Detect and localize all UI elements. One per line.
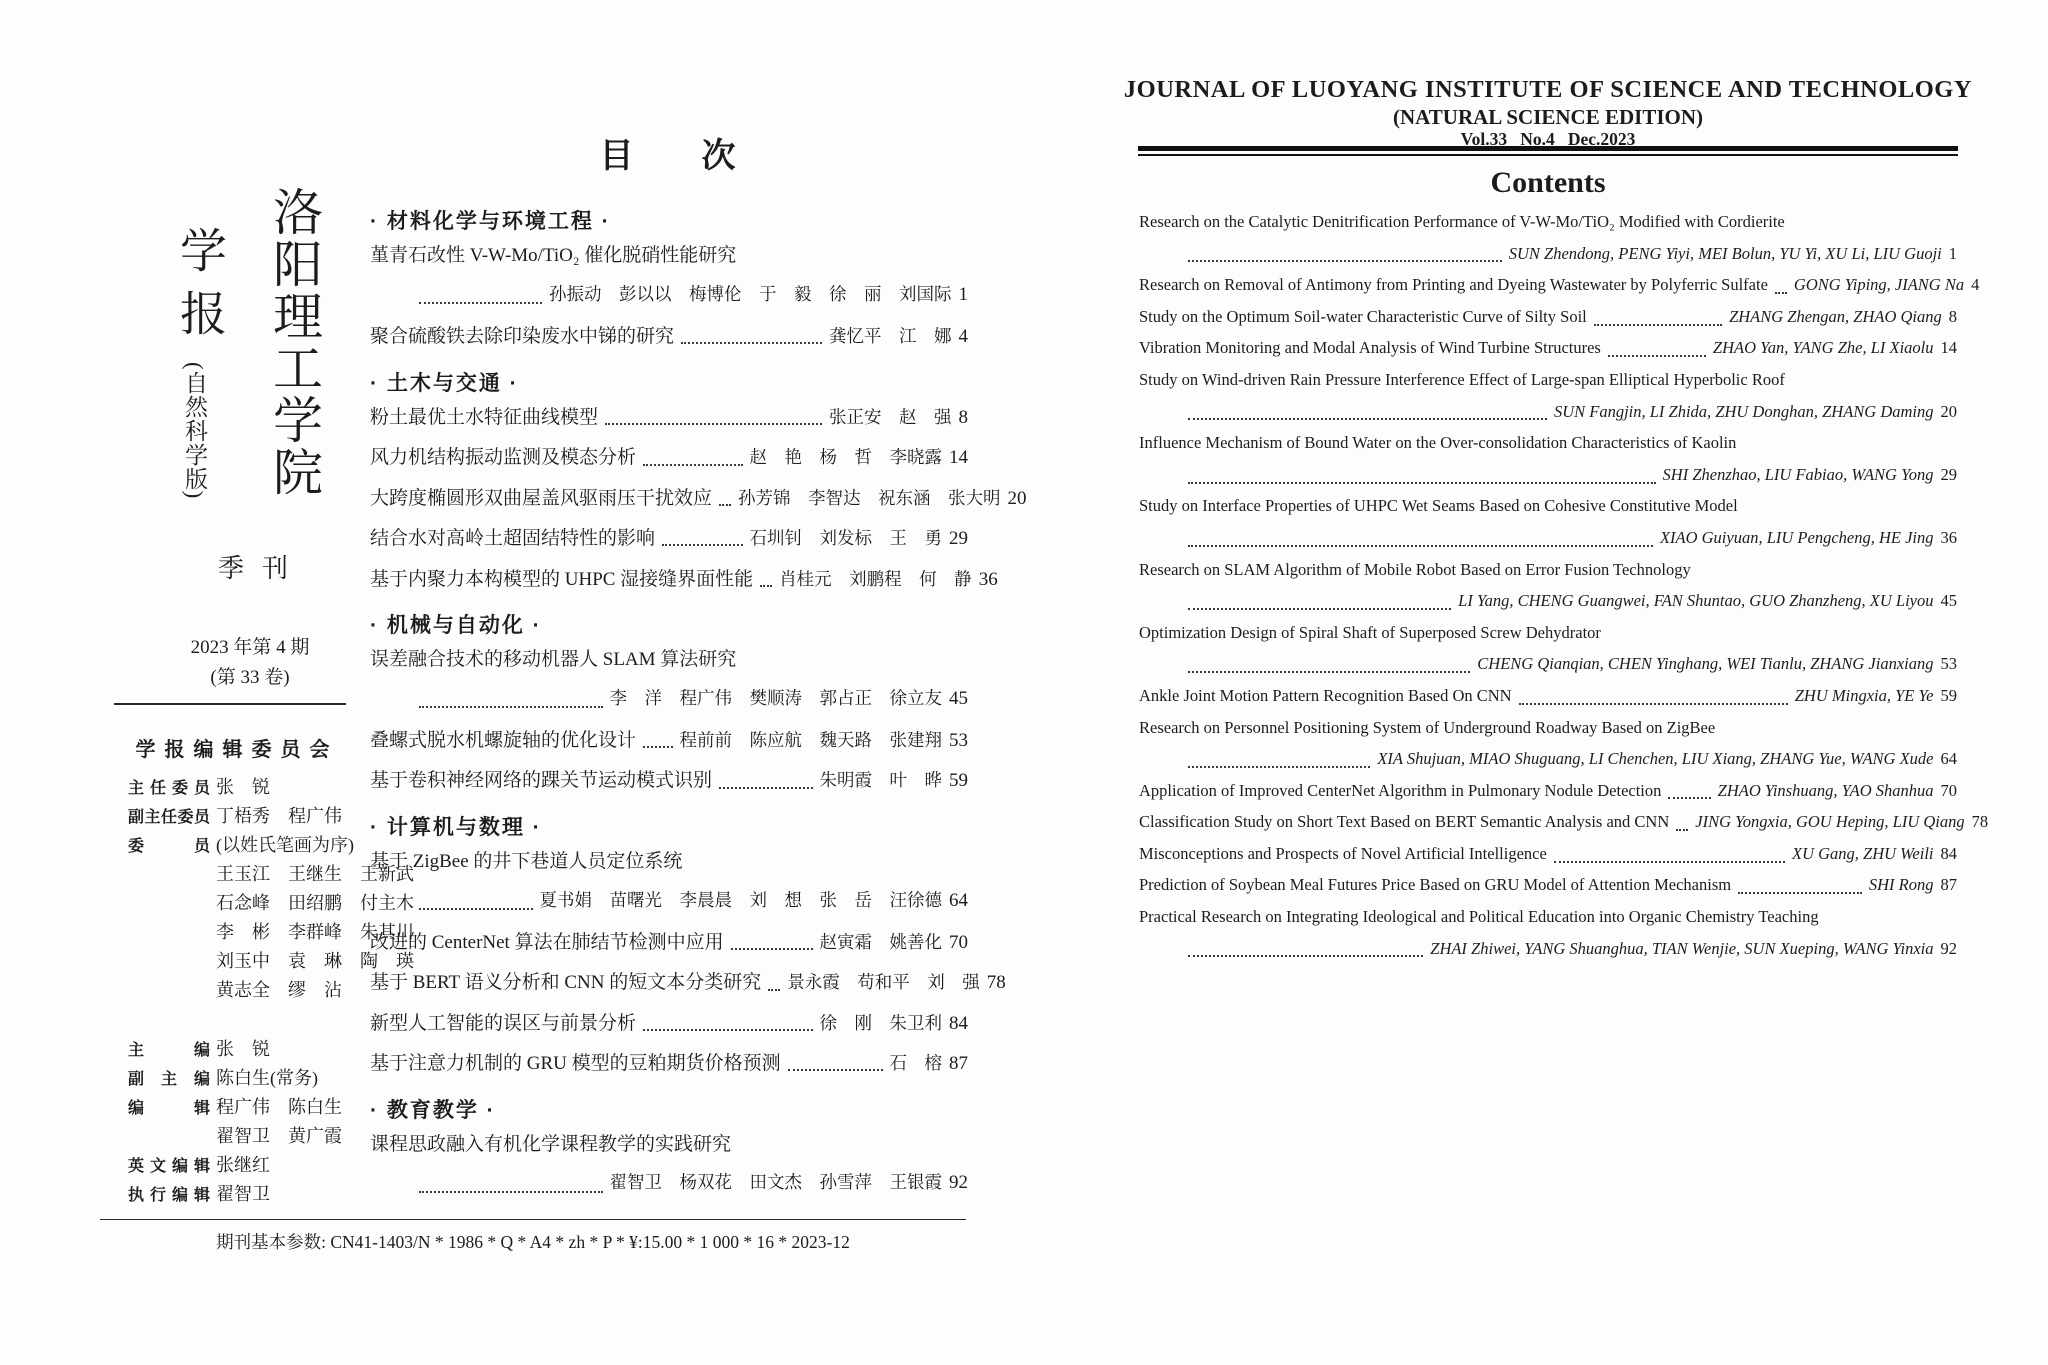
toc-entry-line (370, 1129, 968, 1169)
dot-leader (419, 908, 533, 910)
entry-page-number: 70 (949, 932, 968, 954)
board-member-names: 陈白生(常务) (216, 1068, 318, 1088)
toc-section-header (370, 1089, 968, 1129)
entry-title: 风力机结构振动监测及模态分析 (370, 447, 637, 469)
dot-leader (1668, 797, 1710, 799)
dot-leader (1188, 482, 1656, 484)
toc-entry-line (1139, 275, 1980, 307)
toc-entry-line (1139, 812, 1989, 844)
dot-leader (731, 948, 813, 950)
issue-year-number: 2023 年第 4 期 (190, 637, 310, 658)
entry-authors: 赵 艳 杨 哲 李晓露 (749, 447, 942, 468)
board-member-names: 翟智卫 黄广霞 (216, 1126, 342, 1146)
toc-entry-line (370, 846, 968, 886)
entry-page-number: 84 (949, 1012, 968, 1034)
board-member-names: (以姓氏笔画为序) (216, 835, 354, 855)
dot-leader (419, 706, 603, 708)
dot-leader (643, 464, 742, 466)
entry-page-number: 59 (949, 770, 968, 792)
entry-authors: 石 榕 (889, 1053, 942, 1074)
entry-title: Research on Removal of Antimony from Printing and Dyeing Wastewater by Polyferric Sulfate (1139, 275, 1768, 295)
toc-entry-line (1139, 654, 1957, 686)
dot-leader (1188, 671, 1470, 673)
editorial-board-heading: 学报编辑委员会 (135, 739, 339, 761)
toc-entry-line (1139, 623, 1957, 655)
entry-authors: 石圳钊 刘发标 王 勇 (749, 528, 942, 549)
entry-title: 新型人工智能的误区与前景分析 (370, 1012, 637, 1034)
entry-authors: LI Yang, CHENG Guangwei, FAN Shuntao, GUO Zhanzheng, XU Liyou (1458, 591, 1934, 611)
toc-entry-line (1139, 907, 1957, 939)
entry-authors: 程前前 陈应航 魏天路 张建翔 (679, 730, 942, 751)
entry-authors: 景永霞 苟和平 刘 强 (787, 972, 980, 993)
dot-leader (681, 342, 822, 344)
board-member-names: 翟智卫 (216, 1184, 270, 1204)
board-member-names: 王玉江 王继生 王新武 (216, 864, 414, 884)
toc-entry-line (370, 685, 968, 725)
entry-page-number: 78 (986, 972, 1006, 994)
dot-leader (719, 787, 812, 789)
dot-leader (1188, 545, 1653, 547)
entry-title: 基于注意力机制的 GRU 模型的豆粕期货价格预测 (370, 1053, 781, 1075)
board-member-names: 张继红 (216, 1155, 270, 1175)
toc-entry-line (370, 967, 1006, 1007)
entry-authors: GONG Yiping, JIANG Na (1793, 275, 1965, 295)
entry-page-number: 59 (1940, 685, 1957, 705)
entry-page-number: 20 (1007, 487, 1027, 509)
dot-leader (1519, 703, 1788, 705)
entry-page-number: 8 (958, 406, 968, 428)
entry-page-number: 20 (1940, 401, 1957, 421)
toc-entry-line (1139, 686, 1957, 718)
toc-entry-line (1139, 307, 1957, 339)
section-title: · 计算机与数理 · (370, 816, 542, 840)
entry-page-number: 29 (949, 528, 968, 550)
dot-leader (605, 423, 822, 425)
entry-page-number: 4 (1971, 275, 1980, 295)
board-member-names: 张 锐 (216, 1039, 270, 1059)
entry-page-number: 14 (949, 447, 968, 469)
issue-volume: (第 33 卷) (210, 667, 290, 688)
entry-authors: 肖桂元 刘鹏程 何 静 (779, 568, 972, 589)
entry-title: 结合水对高岭土超固结特性的影响 (370, 528, 656, 550)
dot-leader (1676, 829, 1688, 831)
dot-leader (1188, 418, 1547, 420)
entry-title: Misconceptions and Prospects of Novel Artificial Intelligence (1139, 843, 1547, 863)
toc-entry-line (370, 1008, 968, 1048)
entry-authors: 龚忆平 江 娜 (829, 326, 952, 347)
board-role-label: 英文编辑 (128, 1158, 210, 1175)
section-title: · 材料化学与环境工程 · (370, 210, 611, 234)
toc-entry-line (370, 321, 968, 361)
entry-page-number: 92 (949, 1172, 968, 1194)
entry-page-number: 53 (1940, 654, 1957, 674)
entry-title: Ankle Joint Motion Pattern Recognition Based On CNN (1139, 685, 1512, 705)
toc-entry-line (1139, 560, 1957, 592)
entry-title: 误差融合技术的移动机器人 SLAM 算法研究 (370, 649, 737, 671)
board-role-label: 主任委员 (128, 780, 210, 797)
entry-authors: XIAO Guiyuan, LIU Pengcheng, HE Jing (1659, 527, 1934, 547)
entry-title: 基于 BERT 语义分析和 CNN 的短文本分类研究 (370, 972, 762, 994)
toc-entry-line (1139, 212, 1957, 244)
entry-authors: 翟智卫 杨双花 田文杰 孙雪萍 王银霞 (609, 1172, 942, 1193)
toc-entry-line (370, 644, 968, 684)
entry-title: Optimization Design of Spiral Shaft of Superposed Screw Dehydrator (1139, 622, 1601, 642)
toc-entry-line (370, 442, 968, 482)
entry-title: 基于内聚力本构模型的 UHPC 湿接缝界面性能 (370, 568, 754, 590)
entry-page-number: 70 (1940, 780, 1957, 800)
toc-entry-line (1139, 465, 1957, 497)
section-title: · 土木与交通 · (370, 371, 519, 395)
entry-authors: ZHAO Yan, YANG Zhe, LI Xiaolu (1712, 338, 1934, 358)
section-title: · 教育教学 · (370, 1098, 496, 1122)
toc-entry-line (370, 927, 968, 967)
journal-title-english: JOURNAL OF LUOYANG INSTITUTE OF SCIENCE AND TECHNOLOGY (1123, 76, 1973, 103)
board-role-label: 主编 (128, 1042, 210, 1059)
toc-entry-line (1139, 591, 1957, 623)
board-member-names: 丁梧秀 程广伟 (216, 806, 342, 826)
dot-leader (643, 746, 672, 748)
entry-authors: 孙振动 彭以以 梅博伦 于 毅 徐 丽 刘国际 (549, 283, 952, 304)
dot-leader (760, 585, 772, 587)
dot-leader (719, 504, 731, 506)
entry-authors: 夏书娟 苗曙光 李晨晨 刘 想 张 岳 汪徐德 (539, 889, 942, 910)
volume-issue-date: Vol.33 No.4 Dec.2023 (1460, 129, 1636, 149)
board-role-label: 执行编辑 (128, 1187, 210, 1204)
board-member-names: 张 锐 (216, 777, 270, 797)
toc-entry-line (370, 402, 968, 442)
entry-title: 大跨度椭圆形双曲屋盖风驱雨压干扰效应 (370, 487, 713, 509)
entry-title: 课程思政融入有机化学课程教学的实践研究 (370, 1133, 732, 1155)
entry-page-number: 84 (1940, 843, 1957, 863)
entry-authors: SUN Fangjin, LI Zhida, ZHU Donghan, ZHANG Daming (1553, 401, 1934, 421)
entry-page-number: 53 (949, 730, 968, 752)
entry-page-number: 87 (949, 1053, 968, 1075)
entry-authors: 张正安 赵 强 (829, 406, 952, 427)
entry-title: Vibration Monitoring and Modal Analysis of Wind Turbine Structures (1139, 338, 1601, 358)
entry-page-number: 78 (1971, 812, 1989, 832)
toc-entry-line (1139, 844, 1957, 876)
entry-title: Influence Mechanism of Bound Water on the Over-consolidation Characteristics of Kaolin (1139, 433, 1737, 453)
toc-entry-line (370, 483, 1027, 523)
toc-entry-line (370, 765, 968, 805)
entry-title: Study on Wind-driven Rain Pressure Interference Effect of Large-span Elliptical Hyperbolic Roof (1139, 369, 1785, 389)
entry-page-number: 92 (1940, 938, 1957, 958)
toc-entry-line (1139, 370, 1957, 402)
entry-authors: ZHU Mingxia, YE Ye (1794, 685, 1934, 705)
dot-leader (419, 1191, 603, 1193)
entry-title: Prediction of Soybean Meal Futures Price Based on GRU Model of Attention Mechanism (1139, 875, 1732, 895)
entry-title: Classification Study on Short Text Based on BERT Semantic Analysis and CNN (1139, 812, 1670, 832)
dot-leader (662, 544, 742, 546)
entry-title: 粉土最优土水特征曲线模型 (370, 406, 599, 428)
entry-title: Study on the Optimum Soil-water Characteristic Curve of Silty Soil (1139, 306, 1587, 326)
dot-leader (1775, 292, 1787, 294)
toc-entry-line (1139, 875, 1957, 907)
journal-edition-english: (NATURAL SCIENCE EDITION) (1393, 105, 1703, 129)
toc-entry-line (370, 240, 968, 280)
entry-title: 聚合硫酸铁去除印染废水中锑的研究 (370, 326, 675, 348)
journal-parameters: 期刊基本参数: CN41-1403/N * 1986 * Q * A4 * zh * P * ¥:15.00 * 1 000 * 16 * 2023-12 (216, 1232, 850, 1252)
entry-page-number: 64 (1940, 749, 1957, 769)
toc-entry-line (1139, 939, 1957, 971)
dot-leader (768, 989, 780, 991)
entry-authors: SHI Zhenzhao, LIU Fabiao, WANG Yong (1662, 464, 1934, 484)
dot-leader (1188, 955, 1423, 957)
toc-english (1139, 212, 1989, 970)
toc-entry-line (1139, 718, 1957, 750)
entry-authors: SHI Rong (1868, 875, 1934, 895)
entry-authors: 徐 刚 朱卫利 (819, 1012, 942, 1033)
toc-entry-line (370, 281, 968, 321)
toc-entry-line (1139, 749, 1957, 781)
board-member-names: 石念峰 田绍鹏 付主木 (216, 893, 414, 913)
entry-title: Study on Interface Properties of UHPC Wet Seams Based on Cohesive Constitutive Model (1139, 496, 1738, 516)
entry-title: 叠螺式脱水机螺旋轴的优化设计 (370, 730, 637, 752)
entry-page-number: 45 (1940, 591, 1957, 611)
dot-leader (1188, 766, 1370, 768)
dot-leader (1608, 355, 1706, 357)
entry-page-number: 8 (1948, 306, 1957, 326)
entry-title: 基于卷积神经网络的踝关节运动模式识别 (370, 770, 713, 792)
toc-section-header (370, 604, 968, 644)
board-member-names: 黄志全 缪 沾 (216, 980, 342, 1000)
entry-page-number: 1 (1948, 243, 1957, 263)
dot-leader (1594, 324, 1722, 326)
journal-title-vertical: 洛阳理工学院 (266, 186, 322, 498)
entry-title: Application of Improved CenterNet Algorithm in Pulmonary Nodule Detection (1139, 780, 1662, 800)
board-member-names: 程广伟 陈白生 (216, 1097, 342, 1117)
entry-page-number: 1 (958, 283, 968, 305)
toc-chinese (370, 200, 1027, 1210)
dot-leader (1188, 260, 1502, 262)
dot-leader (788, 1069, 883, 1071)
toc-entry-line (370, 887, 968, 927)
dot-leader (643, 1029, 812, 1031)
journal-edition-vertical: (自然科学版) (182, 362, 207, 500)
toc-entry-line (1139, 338, 1957, 370)
entry-authors: XIA Shujuan, MIAO Shuguang, LI Chenchen, LIU Xiang, ZHANG Yue, WANG Xude (1377, 749, 1934, 769)
entry-page-number: 29 (1940, 464, 1957, 484)
entry-page-number: 64 (949, 889, 968, 911)
dot-leader (1738, 892, 1862, 894)
entry-authors: 朱明霞 叶 晔 (819, 770, 942, 791)
entry-page-number: 4 (958, 326, 968, 348)
entry-authors: CHENG Qianqian, CHEN Yinghang, WEI Tianlu, ZHANG Jianxiang (1477, 654, 1934, 674)
toc-entry-line (1139, 781, 1957, 813)
toc-heading-chinese: 目 次 (599, 138, 736, 175)
toc-entry-line (370, 725, 968, 765)
entry-authors: SUN Zhendong, PENG Yiyi, MEI Bolun, YU Yi, XU Li, LIU Guoji (1508, 243, 1942, 263)
toc-entry-line (370, 1169, 968, 1209)
entry-title: Research on SLAM Algorithm of Mobile Robot Based on Error Fusion Technology (1139, 559, 1691, 579)
toc-section-header (370, 200, 968, 240)
entry-page-number: 45 (949, 687, 968, 709)
entry-page-number: 36 (978, 568, 998, 590)
toc-section-header (370, 806, 968, 846)
section-title: · 机械与自动化 · (370, 614, 542, 638)
entry-authors: JING Yongxia, GOU Heping, LIU Qiang (1695, 812, 1965, 832)
entry-authors: 孙芳锦 李智达 祝东涵 张大明 (738, 487, 1001, 508)
board-member-names: 李 彬 李群峰 朱其川 (216, 922, 414, 942)
header-rule-thin (1138, 154, 1958, 156)
masthead-divider (114, 703, 346, 705)
toc-entry-line (1139, 433, 1957, 465)
entry-title: Practical Research on Integrating Ideological and Political Education into Organic Chemistry Teaching (1139, 907, 1819, 927)
header-rule-thick (1138, 146, 1958, 151)
toc-entry-line (1139, 528, 1957, 560)
toc-entry-line (1139, 244, 1957, 276)
dot-leader (1188, 608, 1451, 610)
toc-entry-line (370, 1048, 968, 1088)
entry-title: Research on Personnel Positioning System of Underground Roadway Based on ZigBee (1139, 717, 1716, 737)
entry-authors: 赵寅霜 姚善化 (819, 932, 942, 953)
toc-entry-line (370, 564, 998, 604)
entry-title: 堇青石改性 V-W-Mo/TiO₂ 催化脱硝性能研究 (370, 245, 737, 267)
entry-title: Research on the Catalytic Denitrification Performance of V-W-Mo/TiO₂ Modified with Cordierite (1139, 212, 1785, 231)
board-role-label: 编辑 (128, 1100, 210, 1117)
toc-entry-line (1139, 496, 1957, 528)
entry-page-number: 87 (1940, 875, 1957, 895)
dot-leader (419, 302, 542, 304)
entry-authors: XU Gang, ZHU Weili (1792, 843, 1934, 863)
entry-title: 改进的 CenterNet 算法在肺结节检测中应用 (370, 932, 724, 954)
entry-authors: ZHAI Zhiwei, YANG Shuanghua, TIAN Wenjie, SUN Xueping, WANG Yinxia (1430, 938, 1934, 958)
dot-leader (1554, 861, 1785, 863)
board-role-label: 副主编 (128, 1071, 210, 1088)
board-role-label: 委员 (128, 838, 210, 855)
journal-frequency: 季刊 (218, 554, 307, 583)
entry-authors: ZHAO Yinshuang, YAO Shanhua (1717, 780, 1934, 800)
entry-authors: ZHANG Zhengan, ZHAO Qiang (1729, 306, 1942, 326)
toc-entry-line (370, 523, 968, 563)
board-member-names: 刘玉中 袁 琳 陶 瑛 (216, 951, 414, 971)
entry-authors: 李 洋 程广伟 樊顺涛 郭占正 徐立友 (609, 687, 942, 708)
toc-entry-line (1139, 402, 1957, 434)
entry-page-number: 14 (1940, 338, 1957, 358)
board-role-label: 副主任委员 (128, 809, 210, 826)
journal-subtitle-vertical: 学报 (173, 226, 225, 352)
footer-divider (100, 1219, 966, 1220)
toc-section-header (370, 362, 968, 402)
entry-title: 基于 ZigBee 的井下巷道人员定位系统 (370, 851, 683, 873)
contents-heading: Contents (1490, 166, 1606, 199)
entry-page-number: 36 (1940, 527, 1957, 547)
